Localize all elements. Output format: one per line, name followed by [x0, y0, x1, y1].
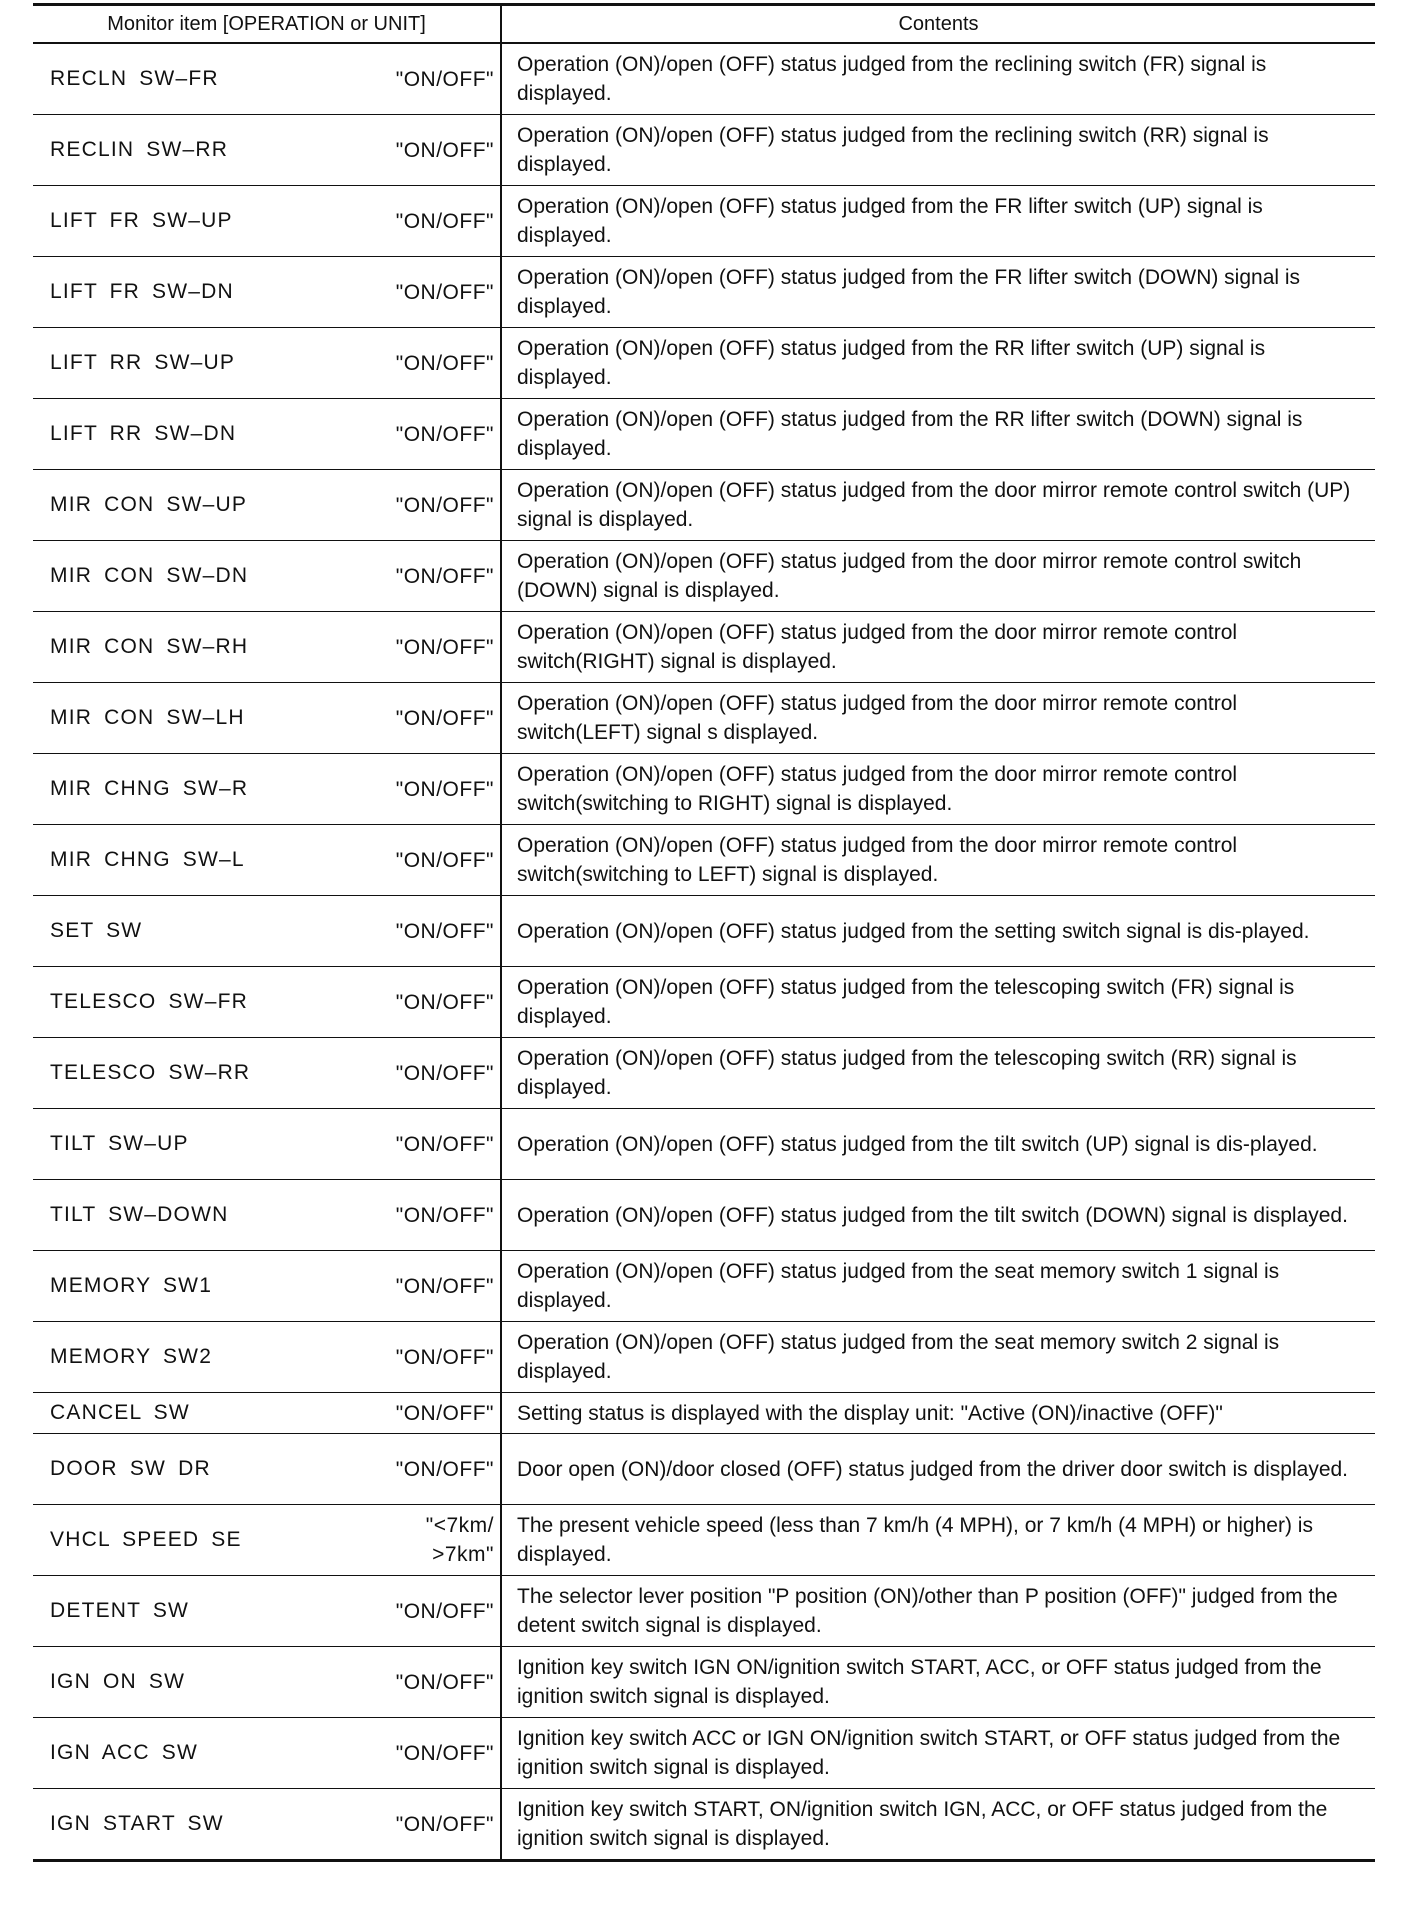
monitor-item-name: IGN ACC SW	[50, 1741, 199, 1764]
contents-cell: Operation (ON)/open (OFF) status judged from the seat memory switch 1 signal is displayed.	[501, 1251, 1375, 1322]
table-row	[33, 754, 1375, 825]
header-monitor-item: Monitor item [OPERATION or UNIT]	[33, 5, 501, 44]
monitor-item-name: LIFT FR SW–UP	[50, 209, 233, 232]
contents-cell: Operation (ON)/open (OFF) status judged from the RR lifter switch (UP) signal is displayed.	[501, 328, 1375, 399]
monitor-item-cell	[33, 683, 501, 754]
table-row	[33, 1789, 1375, 1861]
monitor-item-name: MEMORY SW2	[50, 1345, 213, 1368]
monitor-item-unit: "ON/OFF"	[395, 1812, 494, 1836]
monitor-item-unit: "ON/OFF"	[395, 1741, 494, 1765]
contents-cell: Operation (ON)/open (OFF) status judged from the door mirror remote control switch(RIGHT) signal is displayed.	[501, 612, 1375, 683]
monitor-item-unit: "ON/OFF"	[395, 564, 494, 588]
monitor-item-unit: "ON/OFF"	[395, 1599, 494, 1623]
table-row	[33, 1109, 1375, 1180]
monitor-item-cell	[33, 1718, 501, 1789]
contents-cell: Ignition key switch IGN ON/ignition switch START, ACC, or OFF status judged from the ignition switch signal is displayed.	[501, 1647, 1375, 1718]
monitor-item-name: MIR CON SW–UP	[50, 493, 248, 516]
monitor-item-cell	[33, 1180, 501, 1251]
table-row	[33, 257, 1375, 328]
monitor-item-name: LIFT RR SW–DN	[50, 422, 237, 445]
table-row	[33, 683, 1375, 754]
table-row	[33, 1718, 1375, 1789]
table-row	[33, 399, 1375, 470]
monitor-item-name: SET SW	[50, 919, 143, 942]
monitor-item-unit: "ON/OFF"	[395, 1457, 494, 1481]
monitor-item-cell	[33, 115, 501, 186]
contents-cell: Operation (ON)/open (OFF) status judged from the door mirror remote control switch(switching to LEFT) signal is displayed.	[501, 825, 1375, 896]
monitor-item-cell	[33, 754, 501, 825]
monitor-item-cell	[33, 328, 501, 399]
monitor-item-unit: "<7km/ >7km"	[425, 1514, 494, 1566]
monitor-item-unit: "ON/OFF"	[395, 848, 494, 872]
contents-cell: Operation (ON)/open (OFF) status judged from the door mirror remote control switch (DOWN) signal is displayed.	[501, 541, 1375, 612]
contents-cell: The present vehicle speed (less than 7 km/h (4 MPH), or 7 km/h (4 MPH) or higher) is displayed.	[501, 1505, 1375, 1576]
monitor-item-name: VHCL SPEED SE	[50, 1528, 242, 1551]
monitor-item-cell	[33, 1251, 501, 1322]
monitor-item-name: MIR CHNG SW–R	[50, 777, 249, 800]
monitor-item-unit: "ON/OFF"	[395, 493, 494, 517]
table-row	[33, 896, 1375, 967]
table-row	[33, 1393, 1375, 1434]
monitor-item-unit: "ON/OFF"	[395, 1274, 494, 1298]
monitor-item-name: DOOR SW DR	[50, 1457, 211, 1480]
monitor-item-cell	[33, 399, 501, 470]
contents-cell: Operation (ON)/open (OFF) status judged from the door mirror remote control switch(LEFT) signal s displayed.	[501, 683, 1375, 754]
contents-cell: Ignition key switch START, ON/ignition switch IGN, ACC, or OFF status judged from the ignition switch signal is displayed.	[517, 1798, 1328, 1850]
monitor-item-name: MIR CHNG SW–L	[50, 848, 245, 871]
contents-cell: Operation (ON)/open (OFF) status judged from the reclining switch (FR) signal is displayed.	[501, 43, 1375, 115]
monitor-item-unit: "ON/OFF"	[395, 209, 494, 233]
monitor-item-unit: "ON/OFF"	[395, 1401, 494, 1425]
monitor-item-unit: "ON/OFF"	[395, 635, 494, 659]
contents-cell: Operation (ON)/open (OFF) status judged from the seat memory switch 2 signal is displayed.	[501, 1322, 1375, 1393]
monitor-item-name: MIR CON SW–DN	[50, 564, 249, 587]
monitor-item-name: TILT SW–DOWN	[50, 1203, 229, 1226]
monitor-item-name: RECLIN SW–RR	[50, 138, 229, 161]
contents-cell: Operation (ON)/open (OFF) status judged from the telescoping switch (FR) signal is displayed.	[501, 967, 1375, 1038]
monitor-item-cell	[33, 470, 501, 541]
monitor-item-name: MEMORY SW1	[50, 1274, 213, 1297]
contents-cell: Operation (ON)/open (OFF) status judged from the RR lifter switch (DOWN) signal is displayed.	[501, 399, 1375, 470]
table-header-row	[33, 5, 1375, 44]
table-row	[33, 470, 1375, 541]
contents-cell: Operation (ON)/open (OFF) status judged from the FR lifter switch (UP) signal is displayed.	[501, 186, 1375, 257]
table-row	[33, 1180, 1375, 1251]
contents-cell: Operation (ON)/open (OFF) status judged from the tilt switch (UP) signal is dis-played.	[501, 1109, 1375, 1180]
monitor-item-unit: "ON/OFF"	[395, 706, 494, 730]
table-row	[33, 43, 1375, 115]
header-contents: Contents	[501, 5, 1375, 44]
monitor-item-cell	[33, 1789, 501, 1861]
monitor-item-name: LIFT RR SW–UP	[50, 351, 236, 374]
monitor-item-unit: "ON/OFF"	[395, 1061, 494, 1085]
monitor-item-unit: "ON/OFF"	[395, 1345, 494, 1369]
table-row	[33, 1322, 1375, 1393]
monitor-item-cell	[33, 1038, 501, 1109]
monitor-item-cell	[33, 1576, 501, 1647]
monitor-item-unit: "ON/OFF"	[395, 280, 494, 304]
table-row	[33, 612, 1375, 683]
table-row	[33, 1251, 1375, 1322]
monitor-item-name: TELESCO SW–FR	[50, 990, 248, 1013]
contents-cell: Ignition key switch ACC or IGN ON/ignition switch START, or OFF status judged from the ignition switch signal is displayed.	[501, 1718, 1375, 1789]
monitor-item-unit: "ON/OFF"	[395, 67, 494, 91]
monitor-item-cell	[33, 1647, 501, 1718]
table-row	[33, 541, 1375, 612]
table-row	[33, 1576, 1375, 1647]
table-row	[33, 1434, 1375, 1505]
monitor-item-unit: "ON/OFF"	[395, 1670, 494, 1694]
table-row	[33, 186, 1375, 257]
monitor-item-cell	[33, 1434, 501, 1505]
monitor-item-name: IGN START SW	[50, 1812, 224, 1835]
monitor-item-unit: "ON/OFF"	[395, 1132, 494, 1156]
contents-cell: Operation (ON)/open (OFF) status judged from the door mirror remote control switch (UP) signal is displayed.	[501, 470, 1375, 541]
table-row	[33, 1647, 1375, 1718]
monitor-item-cell	[33, 541, 501, 612]
monitor-item-name: MIR CON SW–LH	[50, 706, 245, 729]
monitor-item-name: IGN ON SW	[50, 1670, 186, 1693]
monitor-item-cell	[33, 1322, 501, 1393]
table-row	[33, 1505, 1375, 1576]
monitor-item-unit: "ON/OFF"	[395, 777, 494, 801]
monitor-item-name: CANCEL SW	[50, 1401, 190, 1424]
monitor-item-cell	[33, 43, 501, 115]
contents-cell: The selector lever position "P position (ON)/other than P position (OFF)" judged from the detent switch signal is displayed.	[501, 1576, 1375, 1647]
monitor-item-unit: "ON/OFF"	[395, 919, 494, 943]
contents-cell: Operation (ON)/open (OFF) status judged from the reclining switch (RR) signal is displayed.	[501, 115, 1375, 186]
table-body	[33, 43, 1375, 1861]
monitor-item-name: DETENT SW	[50, 1599, 190, 1622]
monitor-item-name: TILT SW–UP	[50, 1132, 189, 1155]
monitor-item-cell	[33, 1393, 501, 1434]
monitor-item-cell	[33, 825, 501, 896]
table-row	[33, 328, 1375, 399]
monitor-item-cell	[33, 896, 501, 967]
contents-cell: Setting status is displayed with the display unit: "Active (ON)/inactive (OFF)"	[501, 1393, 1375, 1434]
contents-cell: Operation (ON)/open (OFF) status judged from the FR lifter switch (DOWN) signal is displayed.	[501, 257, 1375, 328]
table-row	[33, 115, 1375, 186]
monitor-item-unit: "ON/OFF"	[395, 990, 494, 1014]
monitor-item-cell	[33, 1505, 501, 1576]
monitor-item-unit: "ON/OFF"	[395, 422, 494, 446]
monitor-item-name: MIR CON SW–RH	[50, 635, 249, 658]
monitor-item-cell	[33, 967, 501, 1038]
contents-cell: Operation (ON)/open (OFF) status judged from the tilt switch (DOWN) signal is displayed.	[501, 1180, 1375, 1251]
monitor-item-unit: "ON/OFF"	[395, 351, 494, 375]
monitor-item-table	[33, 3, 1375, 1862]
monitor-item-unit: "ON/OFF"	[395, 1203, 494, 1227]
table-row	[33, 967, 1375, 1038]
monitor-item-unit: "ON/OFF"	[395, 138, 494, 162]
contents-cell: Door open (ON)/door closed (OFF) status judged from the driver door switch is displayed.	[501, 1434, 1375, 1505]
monitor-item-name: LIFT FR SW–DN	[50, 280, 234, 303]
monitor-item-cell	[33, 612, 501, 683]
contents-cell: Operation (ON)/open (OFF) status judged from the setting switch signal is dis-played.	[501, 896, 1375, 967]
monitor-item-name: RECLN SW–FR	[50, 67, 219, 90]
contents-cell: Operation (ON)/open (OFF) status judged from the door mirror remote control switch(switching to RIGHT) signal is displayed.	[501, 754, 1375, 825]
monitor-item-cell	[33, 257, 501, 328]
monitor-item-name: TELESCO SW–RR	[50, 1061, 251, 1084]
table-row	[33, 1038, 1375, 1109]
monitor-item-cell	[33, 186, 501, 257]
contents-cell: Operation (ON)/open (OFF) status judged from the telescoping switch (RR) signal is displayed.	[501, 1038, 1375, 1109]
monitor-item-cell	[33, 1109, 501, 1180]
table-row	[33, 825, 1375, 896]
